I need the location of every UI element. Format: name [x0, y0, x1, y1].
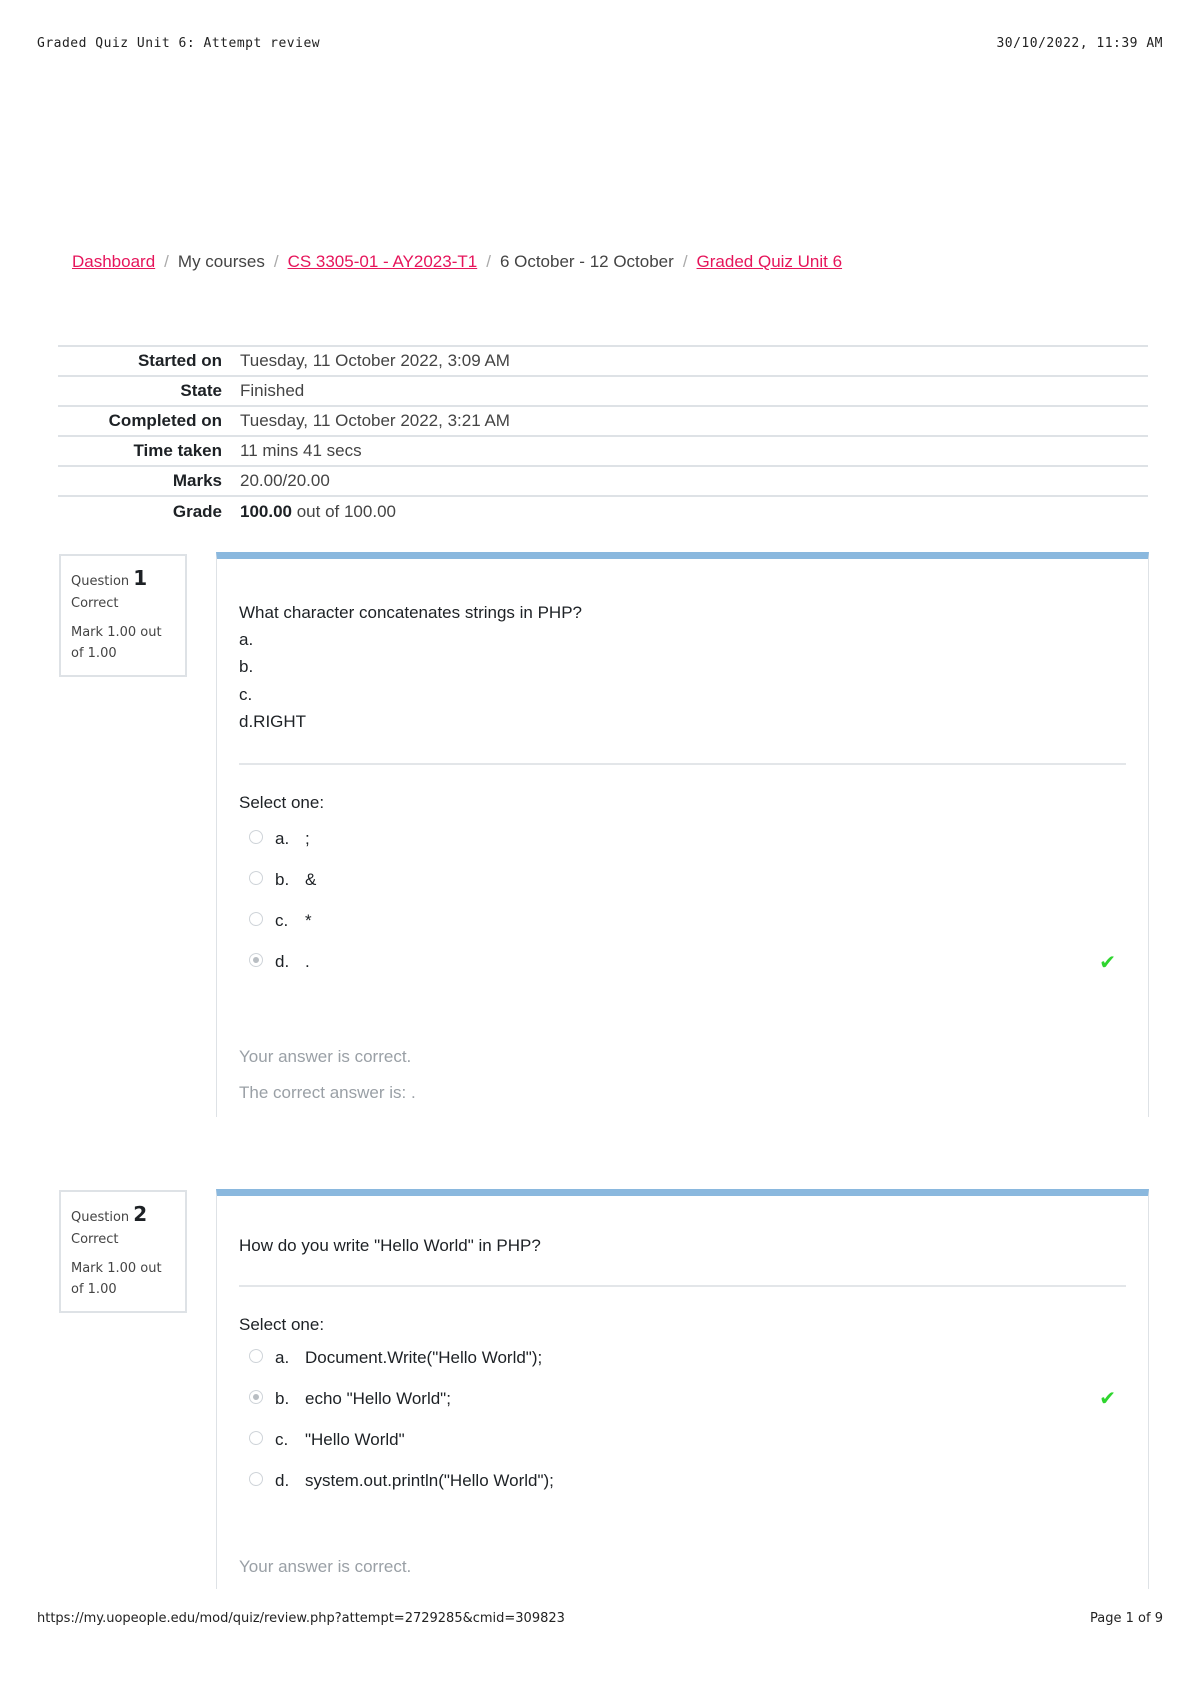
grade-out-of: out of 100.00 — [292, 501, 396, 521]
summary-label: Started on — [137, 351, 222, 370]
question-number — [71, 566, 175, 590]
breadcrumb-separator: / — [273, 252, 279, 271]
question-number-value: 2 — [133, 1202, 148, 1226]
summary-row-started — [58, 346, 1148, 376]
answer-text: . — [305, 952, 310, 972]
feedback-text: Your answer is correct. — [239, 1557, 412, 1577]
print-url: https://my.uopeople.edu/mod/quiz/review.php?attempt=2729285&cmid=309823 — [37, 1611, 565, 1626]
summary-value: Finished — [240, 381, 305, 400]
radio-button[interactable] — [249, 871, 263, 885]
question-state: Correct — [71, 1232, 119, 1247]
answer-text: * — [305, 911, 312, 931]
breadcrumb-quiz[interactable]: Graded Quiz Unit 6 — [696, 252, 843, 271]
summary-label: Completed on — [108, 411, 222, 430]
answer-letter: b. — [275, 870, 290, 890]
answer-text: & — [305, 870, 317, 890]
answer-option-d[interactable] — [249, 1460, 1126, 1501]
answer-letter: d. — [275, 1470, 290, 1490]
summary-row-state — [58, 376, 1148, 406]
question-info-2 — [59, 1190, 187, 1313]
answer-text: echo "Hello World"; — [305, 1388, 451, 1408]
answer-option-b[interactable] — [249, 1378, 1126, 1419]
question-mark: Mark 1.00 out of 1.00 — [71, 1261, 162, 1297]
question-text-line: b. — [239, 657, 254, 677]
question-number-value: 1 — [133, 566, 148, 590]
question-text-line: d.RIGHT — [239, 711, 307, 731]
radio-button-selected[interactable] — [249, 1390, 263, 1404]
feedback — [217, 1047, 1148, 1119]
summary-row-time-taken — [58, 436, 1148, 466]
question-text — [217, 559, 1148, 735]
summary-value: Tuesday, 11 October 2022, 3:09 AM — [240, 351, 510, 370]
radio-button-selected[interactable] — [249, 953, 263, 967]
select-one-prompt: Select one: — [239, 792, 325, 812]
question-label: Question — [71, 574, 130, 589]
breadcrumb-separator: / — [682, 252, 688, 271]
right-answer-text: The correct answer is: . — [239, 1082, 416, 1102]
answer-letter: a. — [275, 1347, 290, 1367]
breadcrumb-separator: / — [164, 252, 169, 271]
answer-letter: a. — [275, 829, 290, 849]
summary-row-completed — [58, 406, 1148, 436]
check-icon: ✔ — [1099, 1388, 1116, 1411]
answer-letter: b. — [275, 1388, 290, 1408]
answer-list — [217, 1335, 1148, 1501]
summary-value: Tuesday, 11 October 2022, 3:21 AM — [240, 411, 510, 430]
answer-option-a[interactable] — [249, 1337, 1126, 1378]
question-text-main: How do you write "Hello World" in PHP? — [239, 1236, 541, 1255]
question-content-1 — [216, 552, 1149, 1117]
summary-label: Marks — [172, 471, 222, 490]
answer-option-a[interactable] — [249, 819, 1126, 860]
question-text-line: c. — [239, 684, 253, 704]
print-title: Graded Quiz Unit 6: Attempt review — [37, 36, 321, 51]
answer-list — [217, 813, 1148, 983]
check-icon: ✔ — [1099, 951, 1116, 974]
radio-button[interactable] — [249, 830, 263, 844]
radio-button[interactable] — [249, 1349, 263, 1363]
radio-button[interactable] — [249, 1472, 263, 1486]
question-text — [217, 1196, 1148, 1259]
question-text-main: What character concatenates strings in PHP? — [239, 603, 582, 622]
summary-value: 20.00/20.00 — [240, 471, 330, 490]
summary-value: 11 mins 41 secs — [240, 441, 362, 460]
answer-option-d[interactable] — [249, 942, 1126, 983]
feedback-text: Your answer is correct. — [239, 1046, 412, 1066]
question-label: Question — [71, 1210, 130, 1225]
question-number — [71, 1202, 175, 1226]
print-header — [37, 36, 1163, 51]
breadcrumb-my-courses: My courses — [177, 252, 265, 271]
question-content-2 — [216, 1189, 1149, 1589]
answer-text: ; — [305, 829, 310, 849]
answer-letter: c. — [275, 1429, 289, 1449]
question-info-1 — [59, 554, 187, 677]
answer-option-c[interactable] — [249, 1419, 1126, 1460]
print-footer — [37, 1611, 1163, 1626]
print-datetime: 30/10/2022, 11:39 AM — [996, 36, 1163, 51]
breadcrumb-week: 6 October - 12 October — [499, 252, 674, 271]
answer-text: Document.Write("Hello World"); — [305, 1347, 543, 1367]
summary-row-marks — [58, 466, 1148, 496]
summary-label: Time taken — [133, 441, 222, 460]
answer-text: system.out.println("Hello World"); — [305, 1470, 554, 1490]
question-state: Correct — [71, 596, 119, 611]
answer-letter: c. — [275, 911, 289, 931]
answer-letter: d. — [275, 952, 290, 972]
print-page-number: Page 1 of 9 — [1090, 1611, 1163, 1626]
select-one-prompt: Select one: — [239, 1315, 325, 1335]
answer-option-b[interactable] — [249, 860, 1126, 901]
question-mark: Mark 1.00 out of 1.00 — [71, 625, 162, 661]
answer-option-c[interactable] — [249, 901, 1126, 942]
radio-button[interactable] — [249, 1431, 263, 1445]
attempt-summary-table — [58, 345, 1148, 526]
grade-score: 100.00 — [240, 501, 292, 521]
breadcrumb-course[interactable]: CS 3305-01 - AY2023-T1 — [287, 252, 478, 271]
summary-label: State — [180, 381, 222, 400]
summary-row-grade — [58, 496, 1148, 526]
summary-label: Grade — [172, 501, 222, 521]
question-text-line: a. — [239, 630, 254, 650]
breadcrumb — [72, 252, 842, 272]
radio-button[interactable] — [249, 912, 263, 926]
breadcrumb-separator: / — [486, 252, 491, 271]
feedback — [217, 1557, 1148, 1593]
breadcrumb-dashboard[interactable]: Dashboard — [72, 252, 156, 271]
summary-value — [240, 496, 1148, 526]
answer-text: "Hello World" — [305, 1429, 405, 1449]
